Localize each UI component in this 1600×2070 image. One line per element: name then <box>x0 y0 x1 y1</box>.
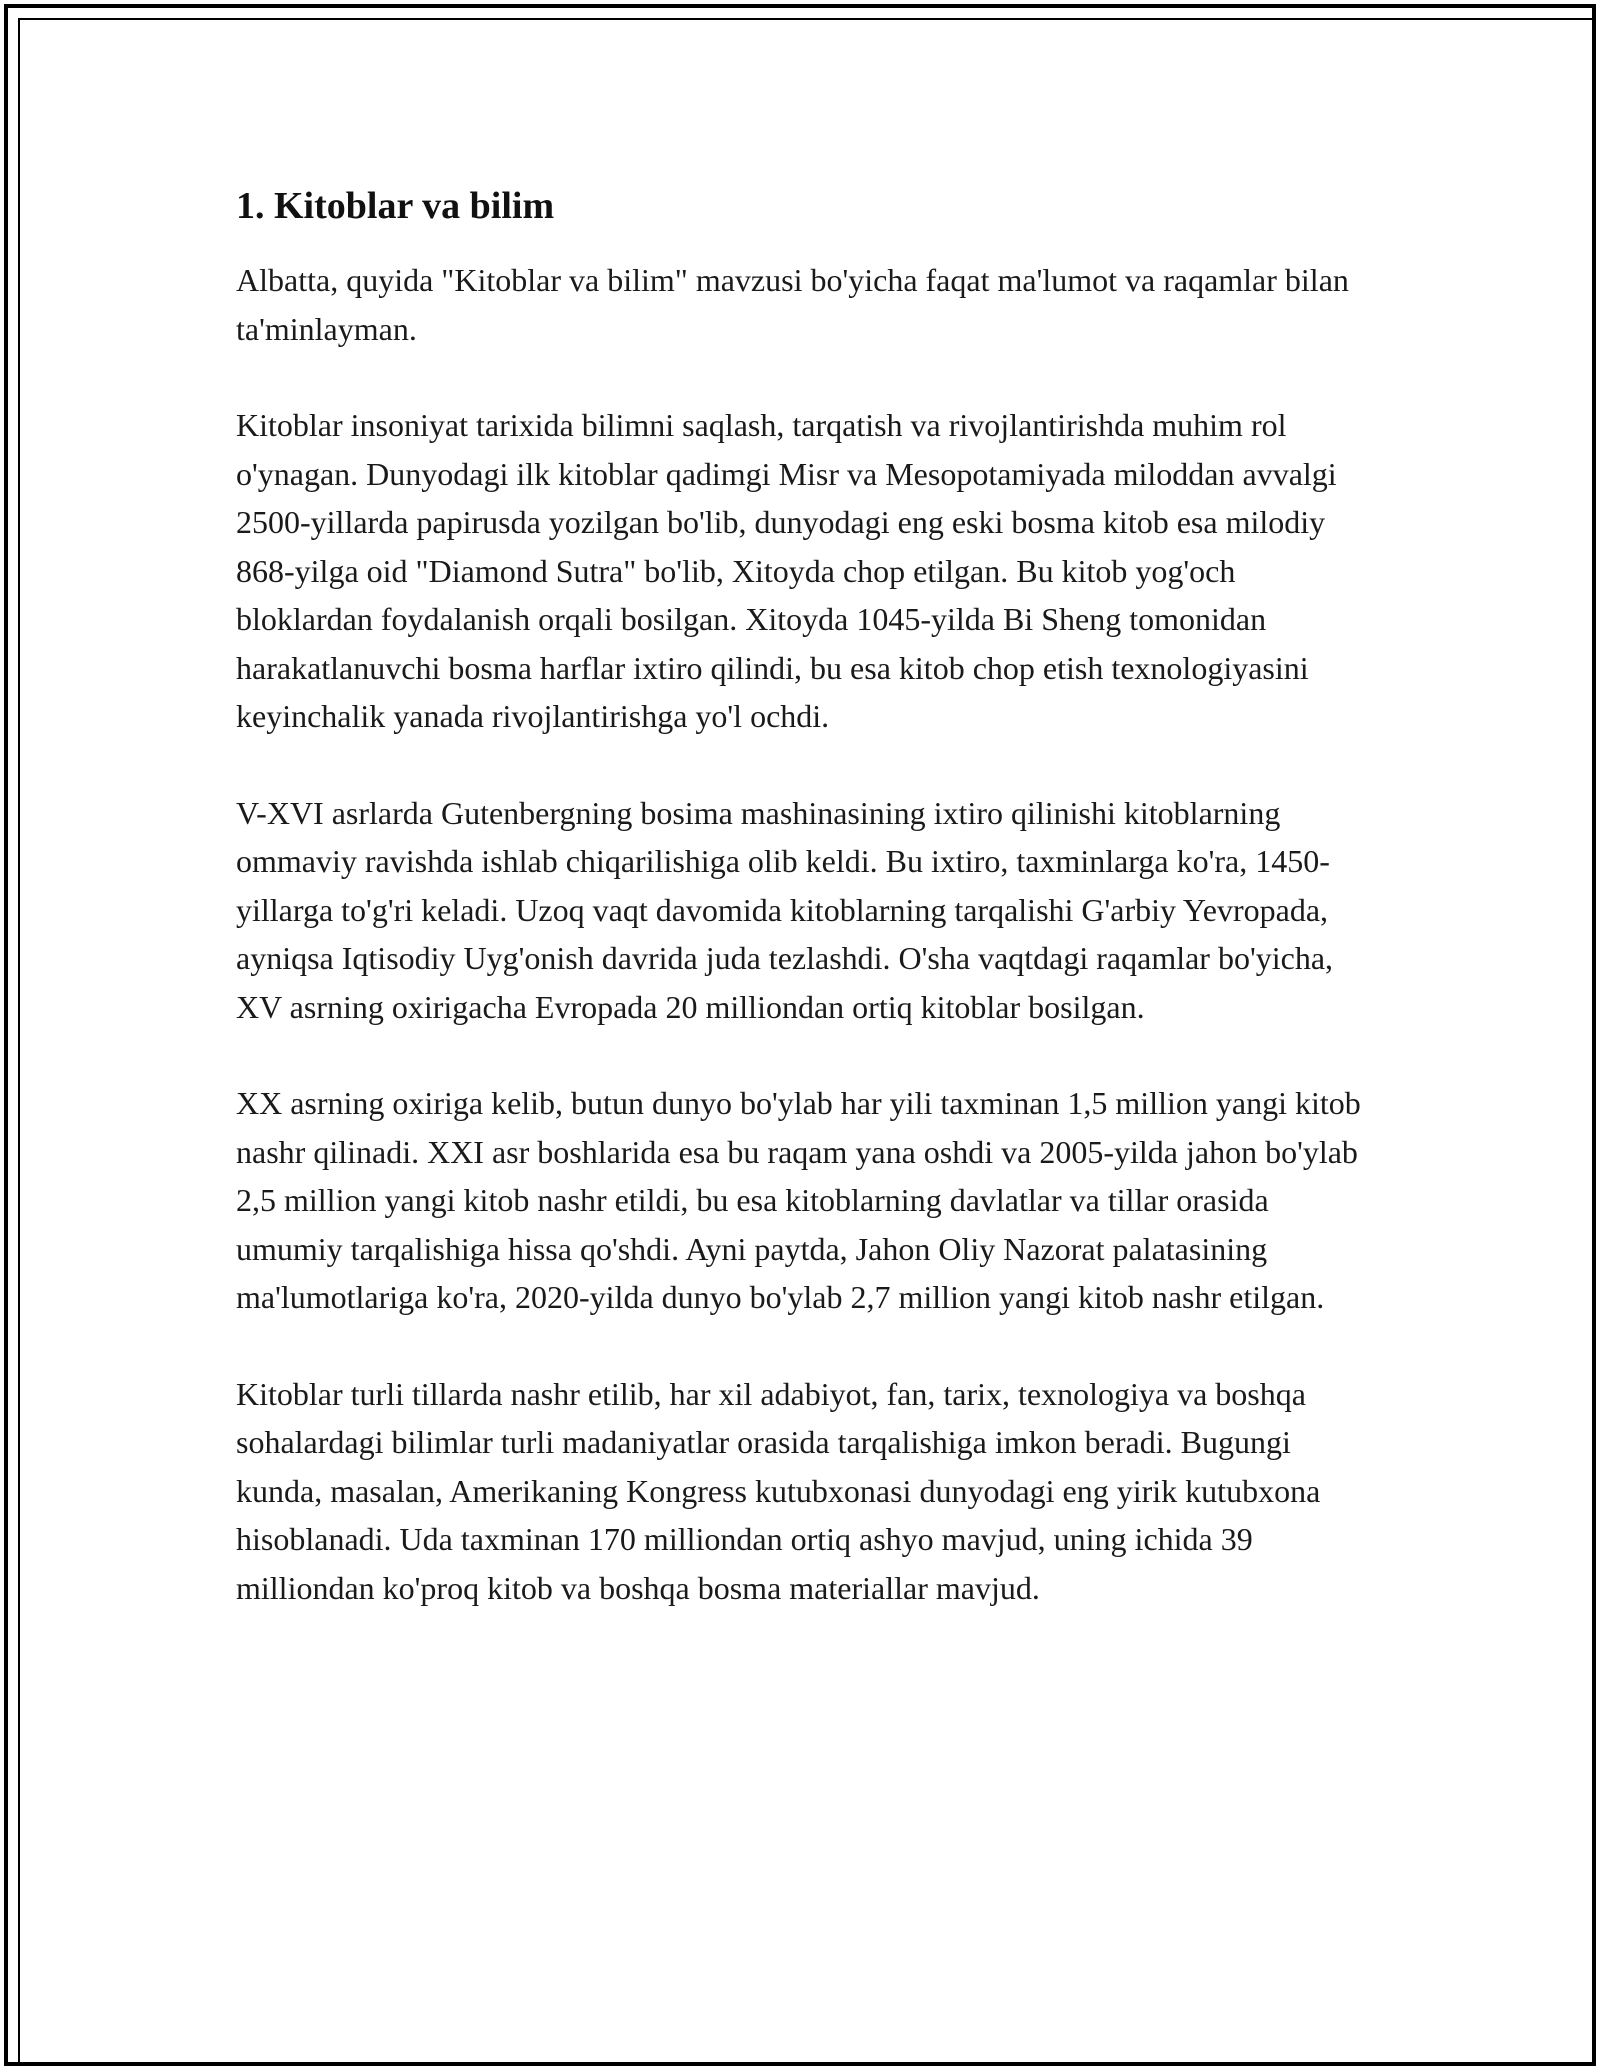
paragraph-intro: Albatta, quyida "Kitoblar va bilim" mavzusi bo'yicha faqat ma'lumot va raqamlar bilan ta'minlayman. <box>236 262 1349 347</box>
paragraph-libraries: Kitoblar turli tillarda nashr etilib, har xil adabiyot, fan, tarix, texnologiya va boshqa sohalardagi bilimlar turli madaniyatlar orasida tarqalishiga imkon beradi. Bugungi kunda, masalan, Amerikaning Kongress kutubxonasi dunyodagi eng yirik kutubxona hisoblanadi. Uda taxminan 170 milliondan ortiq ashyo mavjud, uning ichida 39 milliondan ko'proq kitob va boshqa bosma materiallar mavjud. <box>236 1375 1321 1606</box>
document-body <box>236 182 1376 1660</box>
document-title: 1. Kitoblar va bilim <box>236 185 555 227</box>
paragraph-early-books: Kitoblar insoniyat tarixida bilimni saqlash, tarqatish va rivojlantirishda muhim rol o'ynagan. Dunyodagi ilk kitoblar qadimgi Misr va Mesopotamiyada miloddan avvalgi 2500-yillarda papirusda yozilgan bo'lib, dunyodagi eng eski bosma kitob esa milodiy 868-yilga oid "Diamond Sutra" bo'lib, Xitoyda chop etilgan. Bu kitob yog'och bloklardan foydalanish orqali bosilgan. Xitoyda 1045-yilda Bi Sheng tomonidan harakatlanuvchi bosma harflar ixtiro qilindi, bu esa kitob chop etish texnologiyasini keyinchalik yanada rivojlantirishga yo'l ochdi. <box>236 407 1337 734</box>
paragraph-modern-publishing: XX asrning oxiriga kelib, butun dunyo bo'ylab har yili taxminan 1,5 million yangi kitob nashr qilinadi. XXI asr boshlarida esa bu raqam yana oshdi va 2005-yilda jahon bo'ylab 2,5 million yangi kitob nashr etildi, bu esa kitoblarning davlatlar va tillar orasida umumiy tarqalishiga hissa qo'shdi. Ayni paytda, Jahon Oliy Nazorat palatasining ma'lumotlariga ko'ra, 2020-yilda dunyo bo'ylab 2,7 million yangi kitob nashr etilgan. <box>236 1085 1361 1315</box>
paragraph-gutenberg: V-XVI asrlarda Gutenbergning bosima mashinasining ixtiro qilinishi kitoblarning ommaviy ravishda ishlab chiqarilishiga olib keldi. Bu ixtiro, taxminlarga ko'ra, 1450-yillarga to'g'ri keladi. Uzoq vaqt davomida kitoblarning tarqalishi G'arbiy Yevropada, ayniqsa Iqtisodiy Uyg'onish davrida juda tezlashdi. O'sha vaqtdagi raqamlar bo'yicha, XV asrning oxirigacha Evropada 20 milliondan ortiq kitoblar bosilgan. <box>236 794 1334 1025</box>
